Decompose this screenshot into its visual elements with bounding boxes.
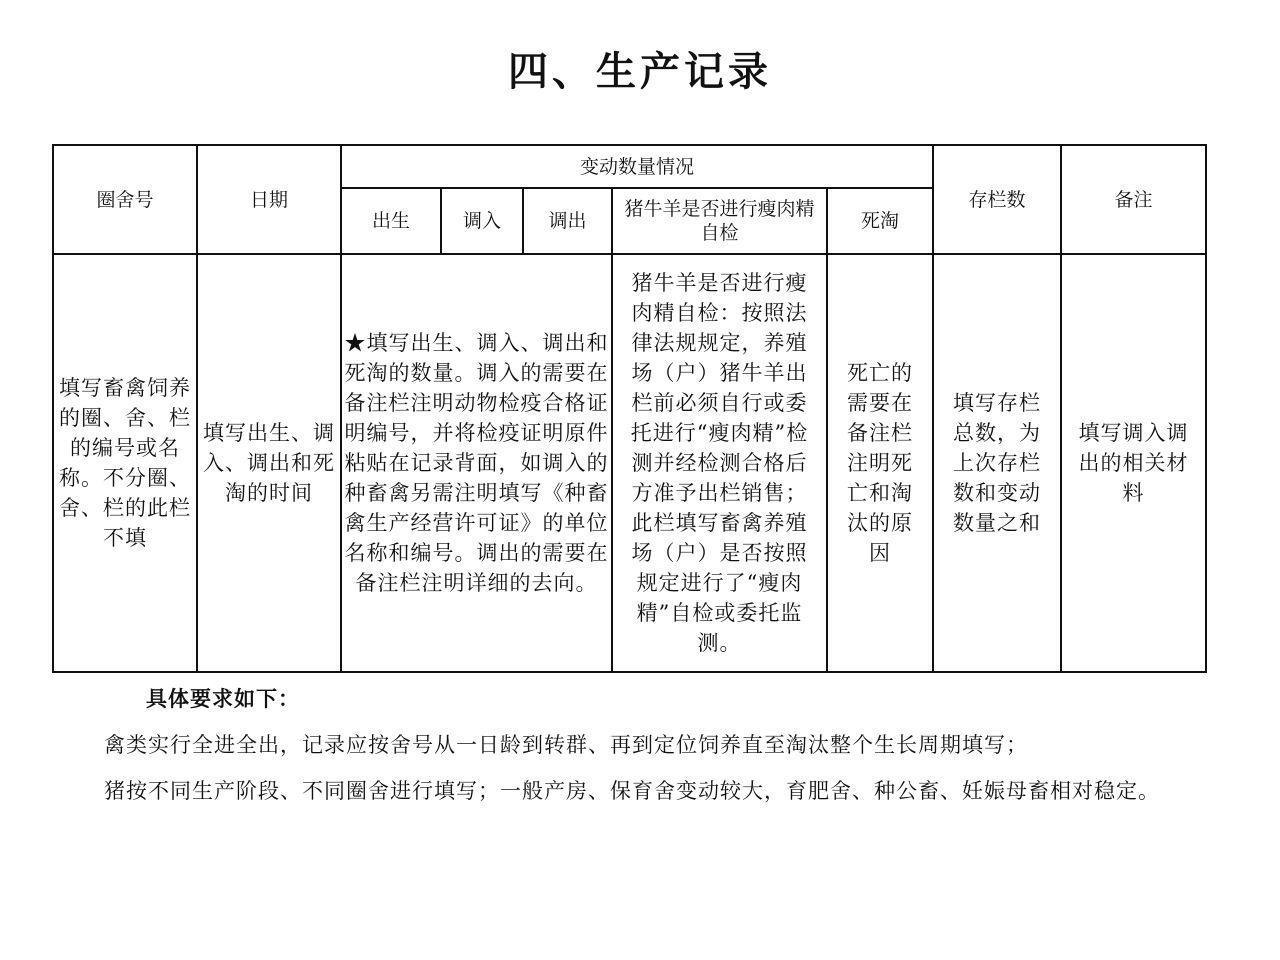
header-transfer-in: 调入 (441, 188, 523, 254)
requirements-notes (62, 676, 1172, 814)
header-lean-meat-check: 猪牛羊是否进行瘦肉精自检 (612, 188, 827, 254)
header-birth: 出生 (341, 188, 441, 254)
cell-date: 填写出生、调入、调出和死淘的时间 (197, 254, 341, 672)
table-row (53, 254, 1206, 672)
header-change-group: 变动数量情况 (341, 145, 933, 188)
notes-paragraph-poultry: 禽类实行全进全出，记录应按舍号从一日龄到转群、再到定位饲养直至淘汰整个生长周期填写； (104, 733, 1028, 757)
header-death-cull: 死淘 (827, 188, 933, 254)
notes-heading: 具体要求如下： (146, 686, 300, 711)
cell-remarks: 填写调入调出的相关材料 (1061, 254, 1206, 672)
page-title: 四、生产记录 (508, 49, 772, 95)
header-stock: 存栏数 (933, 145, 1061, 254)
header-transfer-out: 调出 (523, 188, 612, 254)
header-pen-no: 圈舍号 (53, 145, 197, 254)
cell-pen-no: 填写畜禽饲养的圈、舍、栏的编号或名称。不分圈、舍、栏的此栏不填 (53, 254, 197, 672)
production-record-table (52, 144, 1207, 673)
header-date: 日期 (197, 145, 341, 254)
cell-quantity: ★填写出生、调入、调出和死淘的数量。调入的需要在备注栏注明动物检疫合格证明编号，并将检疫证明原件粘贴在记录背面，如调入的种畜禽另需注明填写《种畜禽生产经营许可证》的单位名称和编号。调出的需要在备注栏注明详细的去向。 (341, 254, 612, 672)
notes-paragraph-pigs: 猪按不同生产阶段、不同圈舍进行填写；一般产房、保育舍变动较大，育肥舍、种公畜、妊娠母畜相对稳定。 (104, 779, 1160, 803)
cell-lean-meat-check: 猪牛羊是否进行瘦肉精自检：按照法律法规规定，养殖场（户）猪牛羊出栏前必须自行或委托进行“瘦肉精”检测并经检测合格后方准予出栏销售；此栏填写畜禽养殖场（户）是否按照规定进行了“瘦肉精”自检或委托监测。 (612, 254, 827, 672)
header-remarks: 备注 (1061, 145, 1206, 254)
cell-stock: 填写存栏总数，为上次存栏数和变动数量之和 (933, 254, 1061, 672)
cell-death-cull: 死亡的需要在备注栏注明死亡和淘汰的原因 (827, 254, 933, 672)
